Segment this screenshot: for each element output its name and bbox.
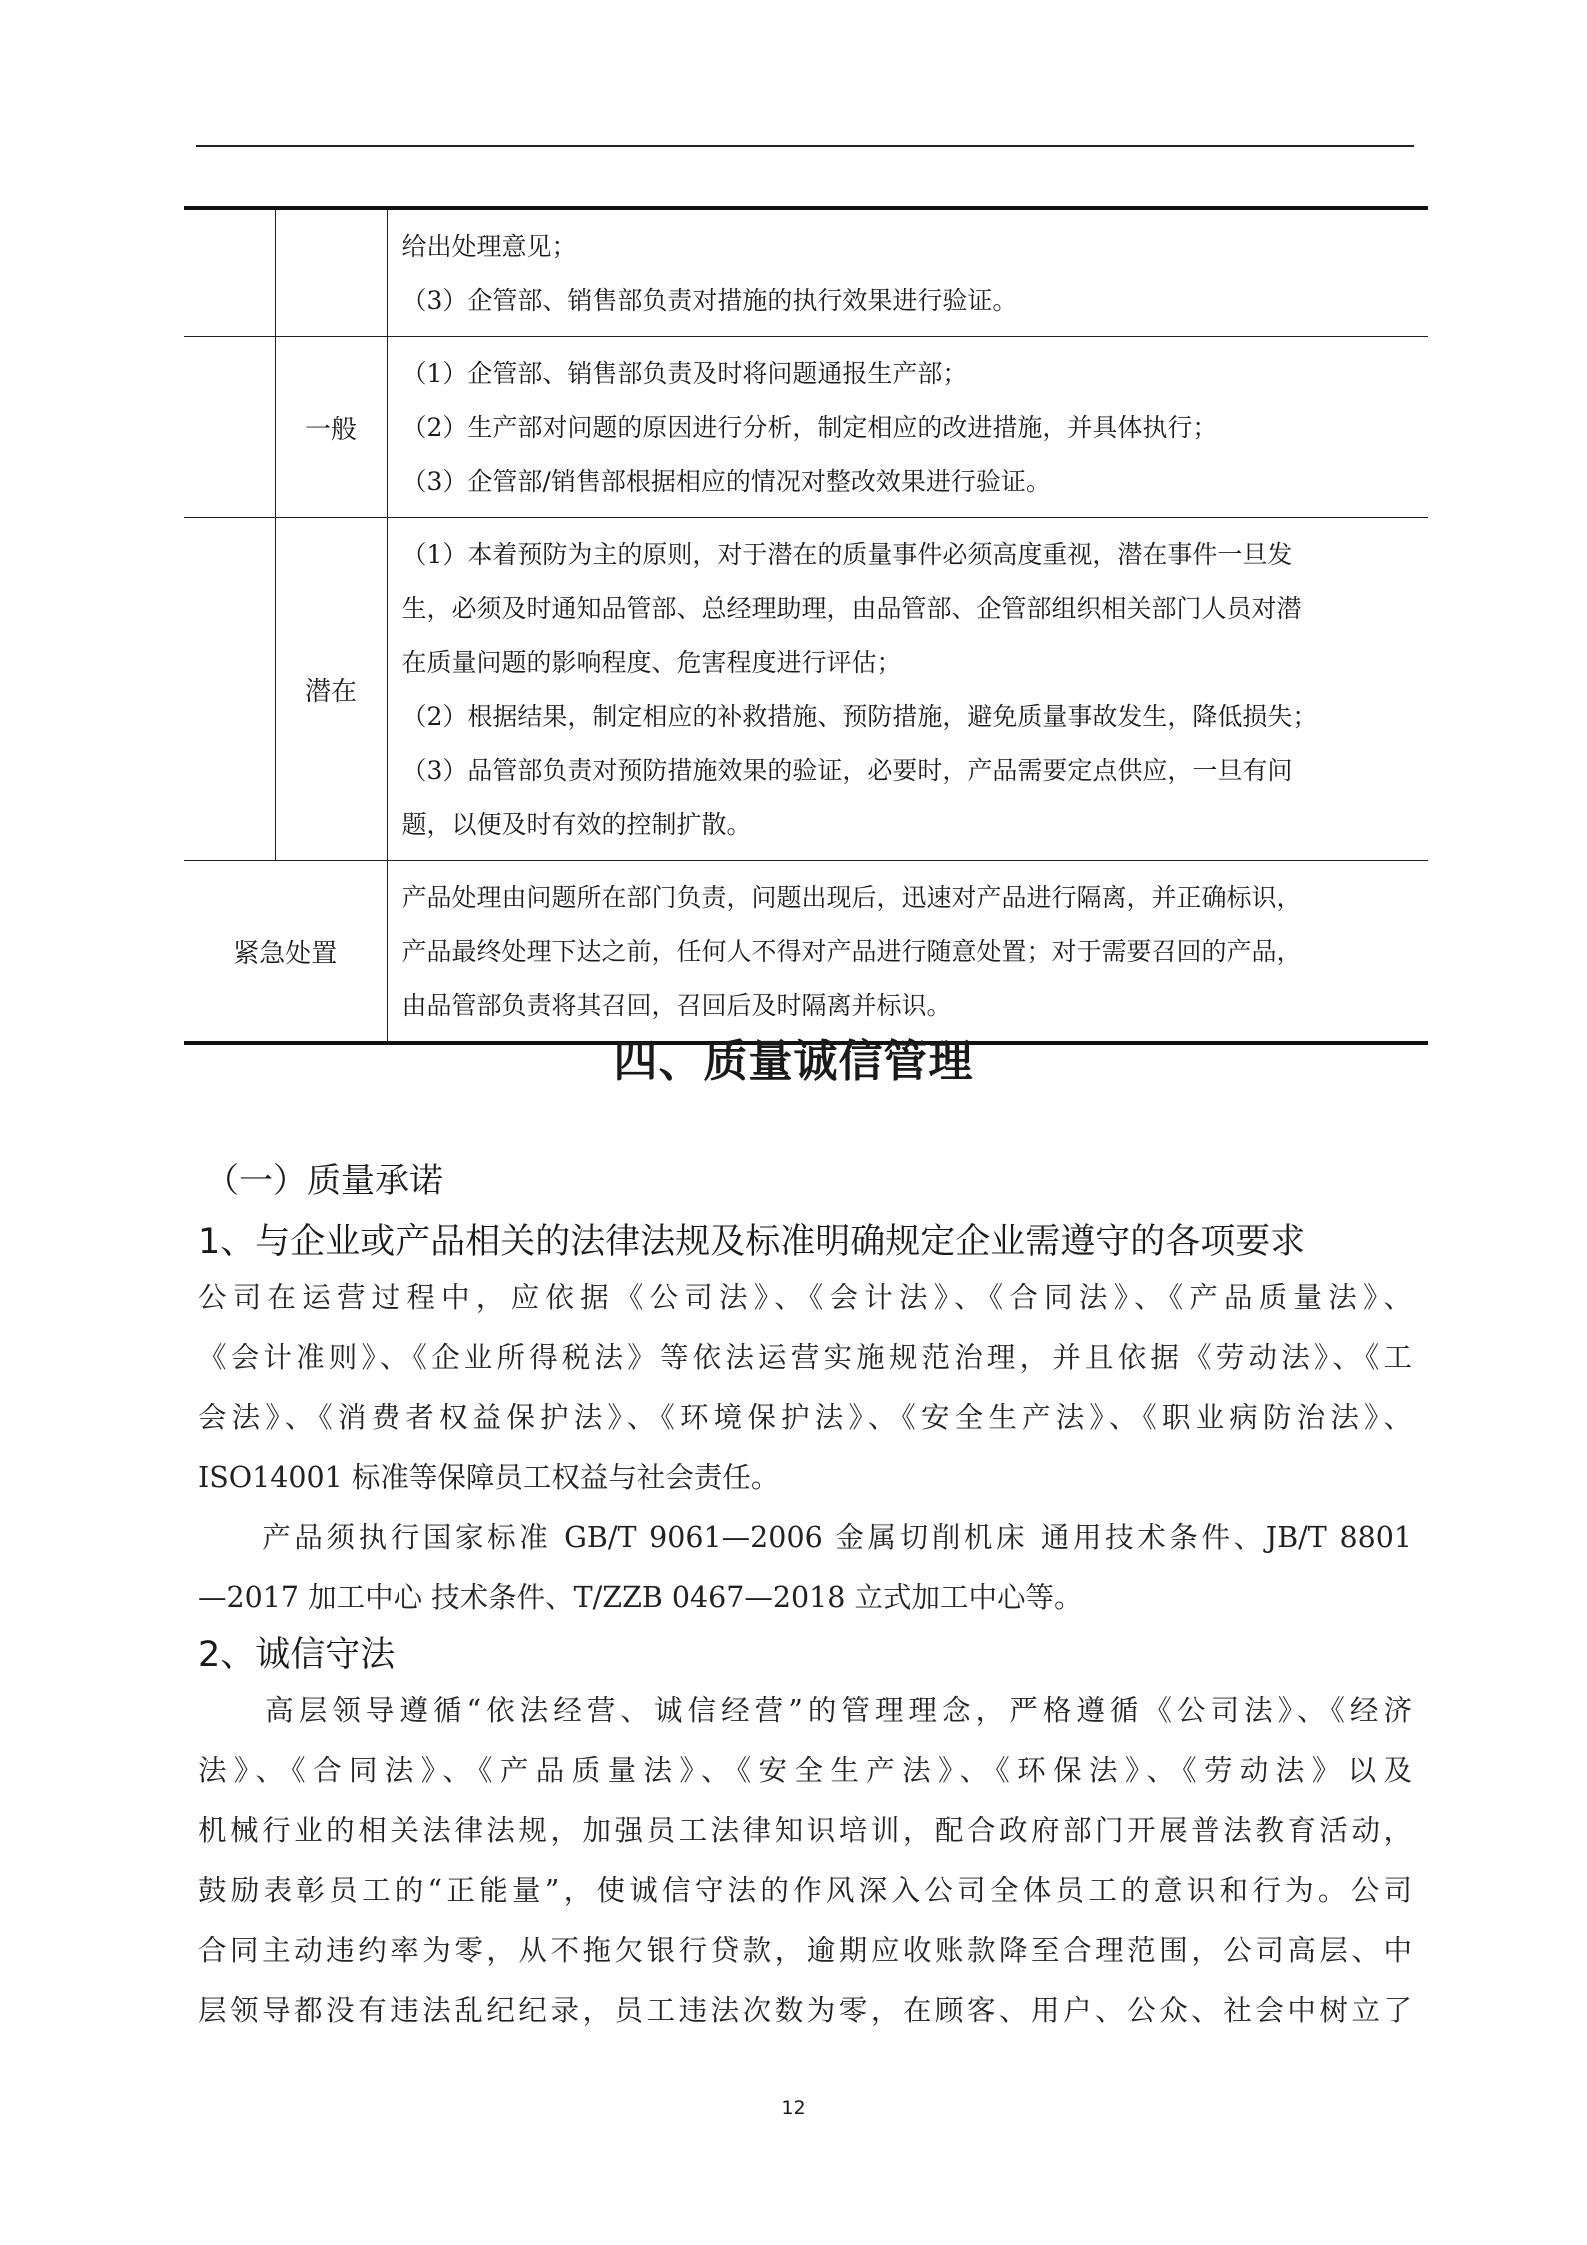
paragraph-line: 公司在运营过程中，应依据《公司法》、《会计法》、《合同法》、《产品质量法》、 <box>198 1281 1412 1314</box>
table-cell-category <box>184 518 275 861</box>
paragraph-line: 层领导都没有违法乱纪纪录，员工违法次数为零，在顾客、用户、公众、社会中树立了 <box>198 1994 1412 2027</box>
table-line: （1）本着预防为主的原则，对于潜在的质量事件必须高度重视，潜在事件一旦发 <box>401 540 1293 569</box>
paragraph-line: 产品须执行国家标准 GB/T 9061—2006 金属切削机床 通用技术条件、JB/T 8801 <box>198 1521 1412 1554</box>
item1-paragraph-2 <box>198 1508 1412 1628</box>
table-cell-emergency-label: 紧急处置 <box>184 861 387 1044</box>
item1-title: 1、与企业或产品相关的法律法规及标准明确规定企业需遵守的各项要求 <box>198 1222 1306 1262</box>
table-line: 由品管部负责将其召回，召回后及时隔离并标识。 <box>401 991 952 1020</box>
table-line: （3）企管部、销售部负责对措施的执行效果进行验证。 <box>401 286 1018 315</box>
table-cell-level-label: 潜在 <box>275 518 387 861</box>
table-line: 产品处理由问题所在部门负责，问题出现后，迅速对产品进行隔离，并正确标识， <box>401 883 1302 912</box>
table-line: （1）企管部、销售部负责及时将问题通报生产部； <box>401 359 968 388</box>
paragraph-line: 《会计准则》、《企业所得税法》等依法运营实施规范治理，并且依据《劳动法》、《工 <box>198 1341 1412 1374</box>
item2-paragraph <box>198 1681 1412 2041</box>
table-line: 产品最终处理下达之前，任何人不得对产品进行随意处置；对于需要召回的产品， <box>401 937 1302 966</box>
table-row <box>184 337 1428 518</box>
paragraph-line: 会法》、《消费者权益保护法》、《环境保护法》、《安全生产法》、《职业病防治法》、 <box>198 1401 1412 1434</box>
header-rule <box>196 145 1414 147</box>
table-cell-measures <box>387 861 1428 1044</box>
table-cell-level-label: 一般 <box>275 337 387 518</box>
table-line: （3）企管部/销售部根据相应的情况对整改效果进行验证。 <box>401 467 1051 496</box>
quality-incident-table <box>184 206 1428 1045</box>
table-line: 给出处理意见； <box>401 232 577 261</box>
table-cell-measures <box>387 337 1428 518</box>
table-cell-category <box>184 337 275 518</box>
table-line: 生，必须及时通知品管部、总经理助理，由品管部、企管部组织相关部门人员对潜 <box>401 594 1302 623</box>
subsection-title: （一）质量承诺 <box>205 1161 443 1201</box>
paragraph-line: 机械行业的相关法律法规，加强员工法律知识培训，配合政府部门开展普法教育活动， <box>198 1814 1412 1847</box>
table-cell-category <box>184 208 275 337</box>
table-line: 在质量问题的影响程度、危害程度进行评估； <box>401 648 902 677</box>
table-line: （2）根据结果，制定相应的补救措施、预防措施，避免质量事故发生，降低损失； <box>401 702 1318 731</box>
table-line: （3）品管部负责对预防措施效果的验证，必要时，产品需要定点供应，一旦有问 <box>401 756 1293 785</box>
paragraph-line: ISO14001 标准等保障员工权益与社会责任。 <box>198 1461 780 1494</box>
table-row <box>184 861 1428 1044</box>
table-line: 题，以便及时有效的控制扩散。 <box>401 810 752 839</box>
table-line: （2）生产部对问题的原因进行分析，制定相应的改进措施，并具体执行； <box>401 413 1218 442</box>
page-number: 12 <box>781 2097 806 2119</box>
paragraph-line: 高层领导遵循“依法经营、诚信经营”的管理理念，严格遵循《公司法》、《经济 <box>198 1694 1412 1727</box>
item2-title: 2、诚信守法 <box>198 1635 396 1675</box>
table-row <box>184 208 1428 337</box>
paragraph-line: 合同主动违约率为零，从不拖欠银行贷款，逾期应收账款降至合理范围，公司高层、中 <box>198 1934 1412 1967</box>
paragraph-line: 鼓励表彰员工的“正能量”，使诚信守法的作风深入公司全体员工的意识和行为。公司 <box>198 1874 1412 1907</box>
paragraph-line: —2017 加工中心 技术条件、T/ZZB 0467—2018 立式加工中心等。 <box>198 1581 1083 1614</box>
table-cell-measures <box>387 208 1428 337</box>
table-cell-level <box>275 208 387 337</box>
section-title: 四、质量诚信管理 <box>613 1036 974 1087</box>
item1-paragraph-1 <box>198 1268 1412 1508</box>
paragraph-line: 法》、《合同法》、《产品质量法》、《安全生产法》、《环保法》、《劳动法》以及 <box>198 1754 1412 1787</box>
table-row <box>184 518 1428 861</box>
table-cell-measures <box>387 518 1428 861</box>
